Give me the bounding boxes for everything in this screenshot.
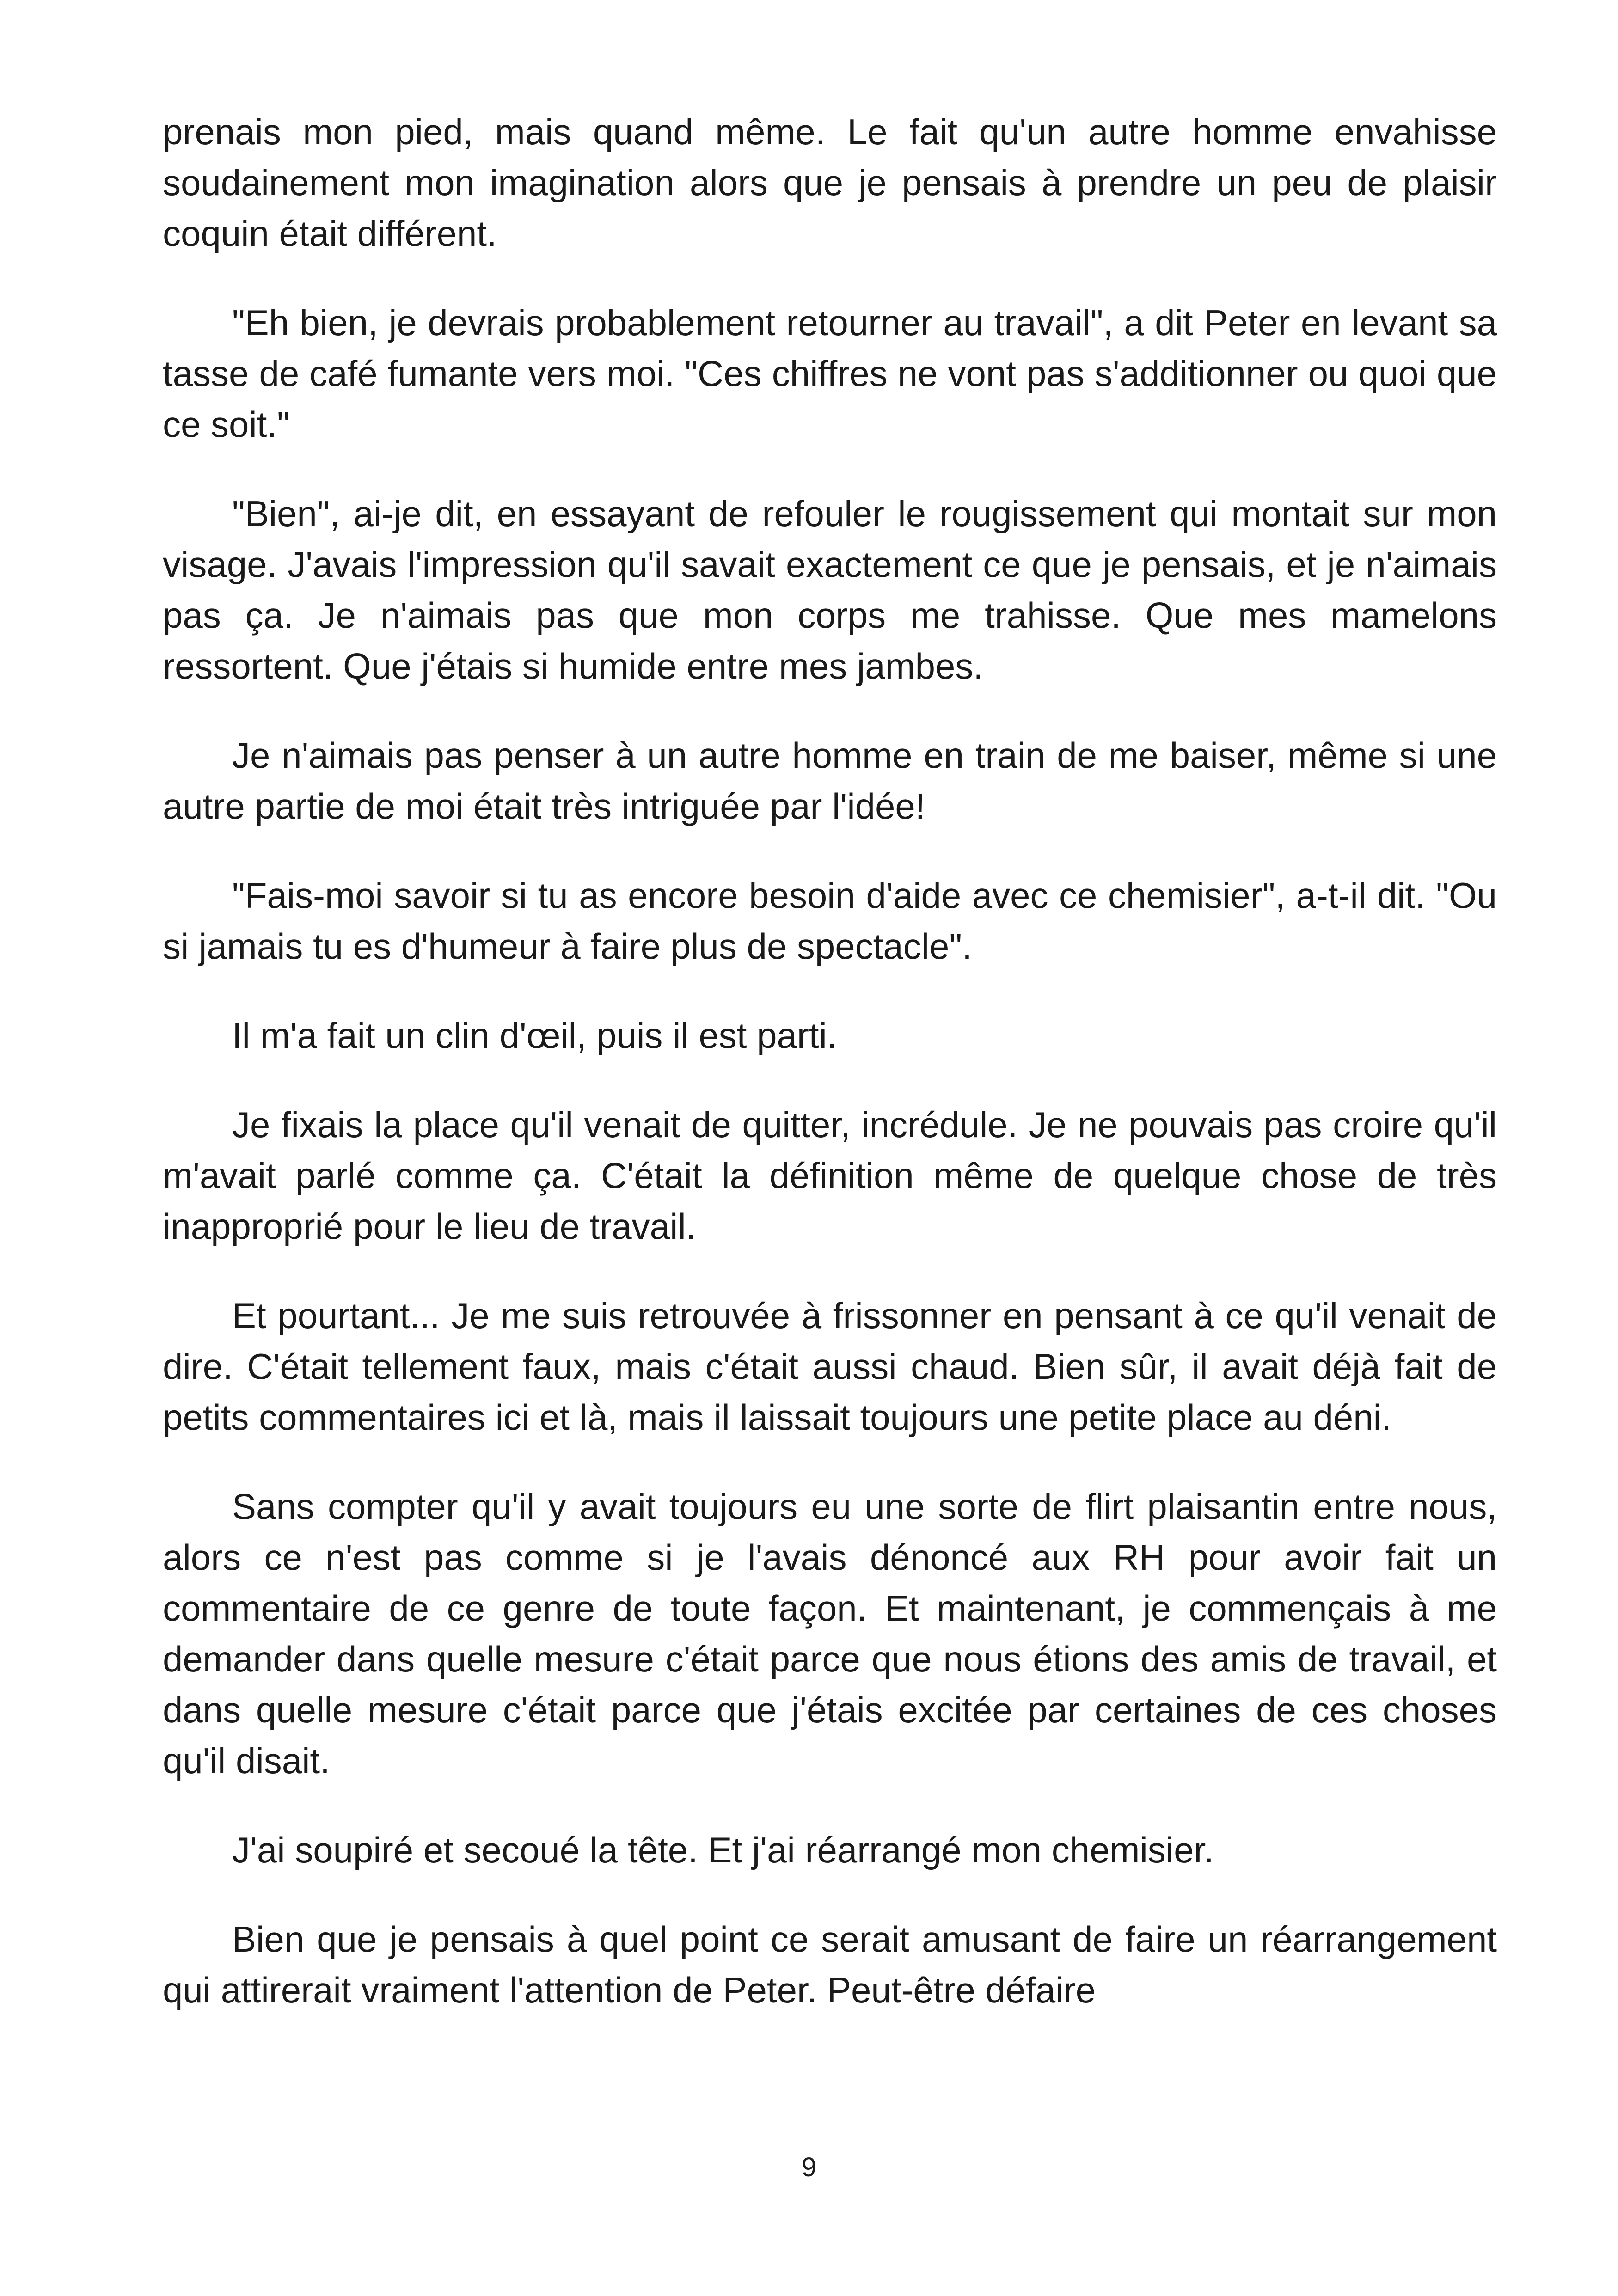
paragraph-5: "Fais-moi savoir si tu as encore besoin d'aide avec ce chemisier", a-t-il dit. "Ou si jamais tu es d'humeur à faire plus de spectacle". <box>163 875 1497 967</box>
page-body <box>163 106 1497 2054</box>
page-number: 9 <box>801 2152 817 2182</box>
paragraph-9: Sans compter qu'il y avait toujours eu une sorte de flirt plaisantin entre nous, alors ce n'est pas comme si je l'avais dénoncé aux RH pour avoir fait un commentaire de ce genre de toute façon. Et maintenant, je commençais à me demander dans quelle mesure c'était parce que nous étions des amis de travail, et dans quelle mesure c'était parce que j'étais excitée par certaines de ces choses qu'il disait. <box>163 1486 1497 1781</box>
paragraph-11: Bien que je pensais à quel point ce serait amusant de faire un réarrangement qui attirerait vraiment l'attention de Peter. Peut-être défaire <box>163 1919 1497 2010</box>
paragraph-7: Je fixais la place qu'il venait de quitter, incrédule. Je ne pouvais pas croire qu'il m'avait parlé comme ça. C'était la définition même de quelque chose de très inapproprié pour le lieu de travail. <box>163 1104 1497 1247</box>
paragraph-8: Et pourtant... Je me suis retrouvée à frissonner en pensant à ce qu'il venait de dire. C'était tellement faux, mais c'était aussi chaud. Bien sûr, il avait déjà fait de petits commentaires ici et là, mais il laissait toujours une petite place au déni. <box>163 1295 1497 1438</box>
paragraph-10: J'ai soupiré et secoué la tête. Et j'ai réarrangé mon chemisier. <box>232 1830 1214 1870</box>
paragraph-4: Je n'aimais pas penser à un autre homme en train de me baiser, même si une autre partie de moi était très intriguée par l'idée! <box>163 735 1497 827</box>
paragraph-6: Il m'a fait un clin d'œil, puis il est parti. <box>232 1015 837 1056</box>
paragraph-2: "Eh bien, je devrais probablement retourner au travail", a dit Peter en levant sa tasse de café fumante vers moi. "Ces chiffres ne vont pas s'additionner ou quoi que ce soit." <box>163 302 1497 445</box>
paragraph-3: "Bien", ai-je dit, en essayant de refouler le rougissement qui montait sur mon visage. J'avais l'impression qu'il savait exactement ce que je pensais, et je n'aimais pas ça. Je n'aimais pas que mon corps me trahisse. Que mes mamelons ressortent. Que j'étais si humide entre mes jambes. <box>163 493 1497 686</box>
paragraph-1: prenais mon pied, mais quand même. Le fait qu'un autre homme envahisse soudainement mon imagination alors que je pensais à prendre un peu de plaisir coquin était différent. <box>163 111 1497 254</box>
